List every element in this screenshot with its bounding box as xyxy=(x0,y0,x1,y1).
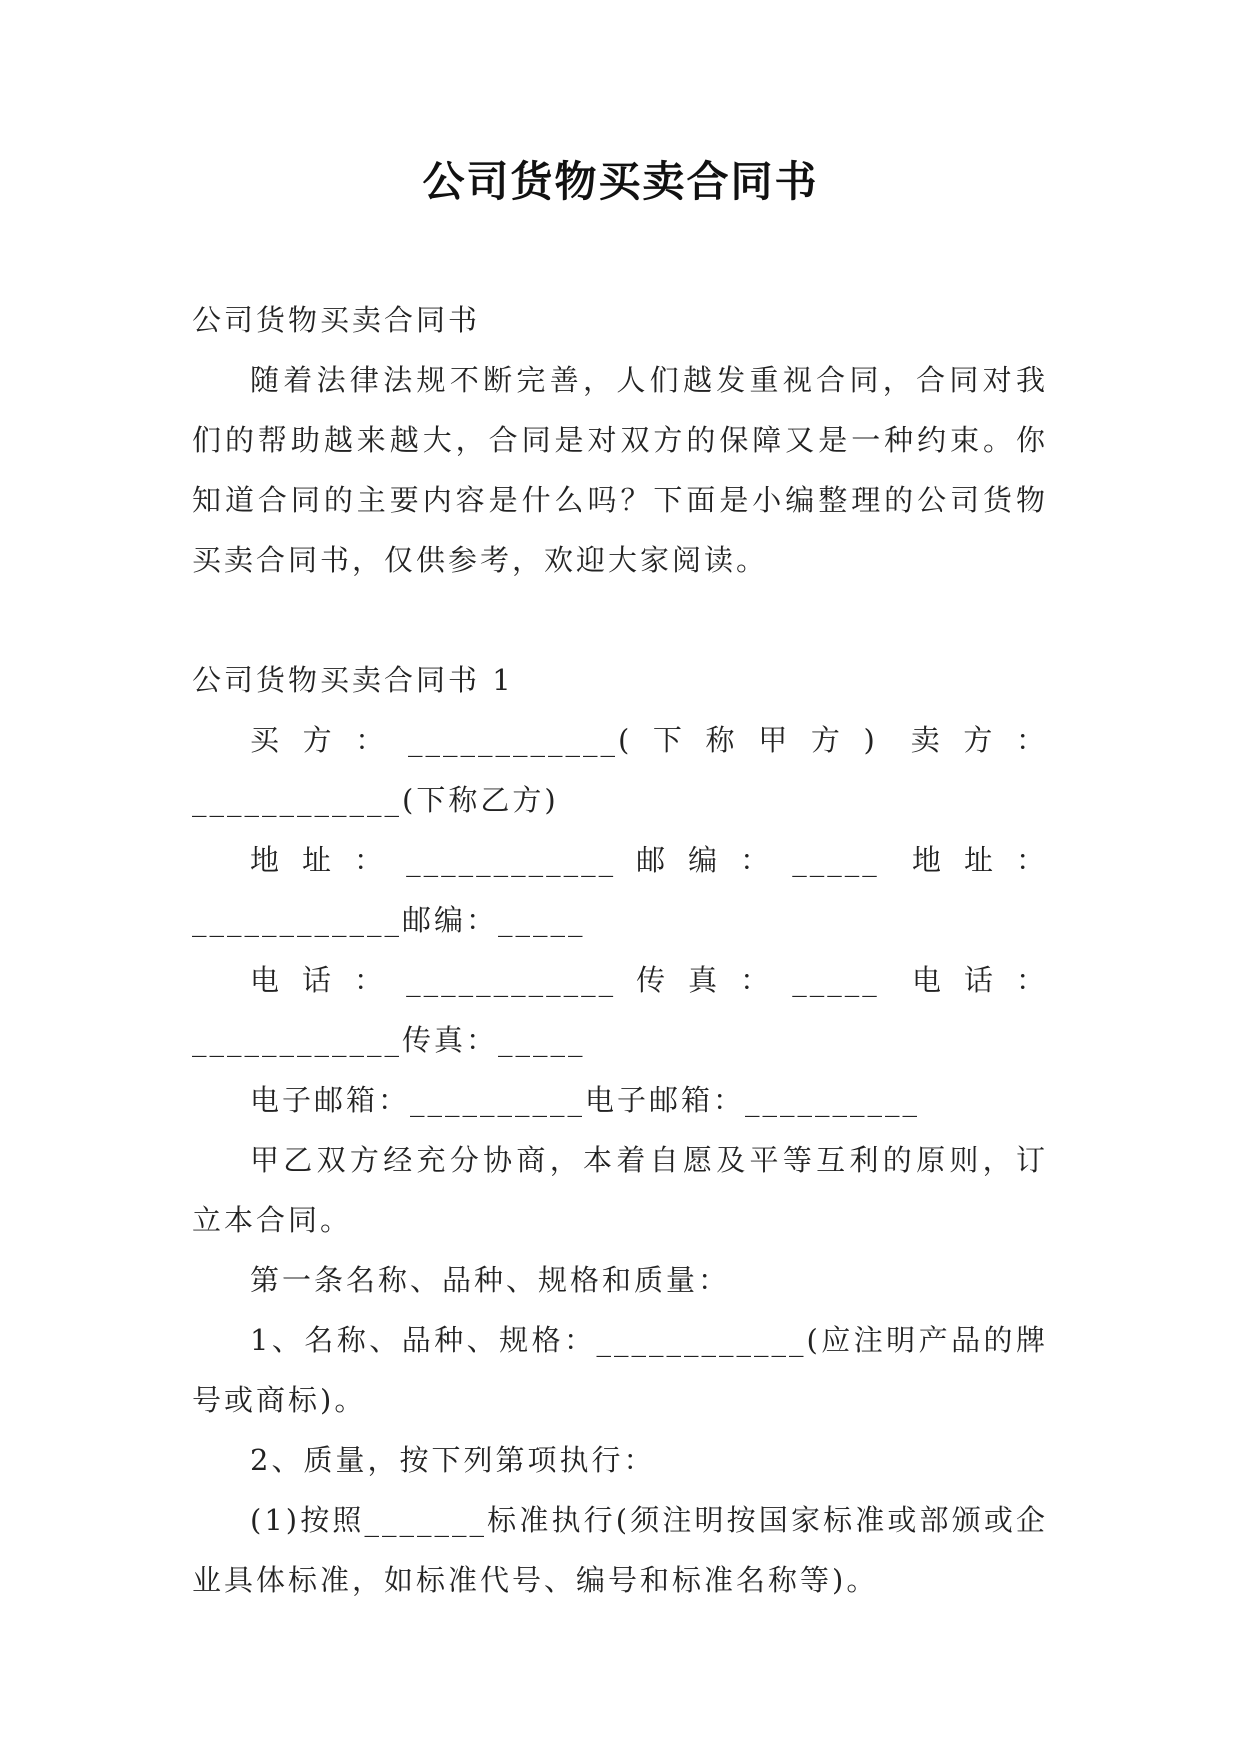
article-1-heading: 第一条名称、品种、规格和质量： xyxy=(250,1263,731,1297)
document-title: 公司货物买卖合同书 xyxy=(422,157,819,206)
item-2-paragraph: 2、质量，按下列第项执行： xyxy=(250,1443,656,1477)
item-2-1-paragraph: (1)按照_______标准执行(须注明按国家标准或部颁或企业具体标准，如标准代号、编号和标准名称等)。 xyxy=(192,1503,1048,1597)
intro-paragraph: 随着法律法规不断完善，人们越发重视合同，合同对我们的帮助越来越大，合同是对双方的保障又是一种约束。你知道合同的主要内容是什么吗？下面是小编整理的公司货物买卖合同书，仅供参考，欢迎大家阅读。 xyxy=(192,363,1048,577)
buyer-seller-line: 买方：____________(下称甲方) 卖方：____________(下称乙方) xyxy=(192,723,1048,817)
agreement-paragraph: 甲乙双方经充分协商，本着自愿及平等互利的原则，订立本合同。 xyxy=(192,1143,1048,1237)
address-postcode-line: 地址：____________邮编：_____ 地址：____________邮编：_____ xyxy=(192,843,1048,937)
intro-heading: 公司货物买卖合同书 xyxy=(192,303,481,337)
document-body xyxy=(192,290,1048,1610)
paragraph-spacer xyxy=(192,590,1048,650)
item-1-paragraph: 1、名称、品种、规格：____________(应注明产品的牌号或商标)。 xyxy=(192,1323,1048,1417)
email-line: 电子邮箱：__________电子邮箱：__________ xyxy=(250,1083,921,1117)
phone-fax-line: 电话：____________传真：_____ 电话：____________传真：_____ xyxy=(192,963,1048,1057)
section-heading: 公司货物买卖合同书 1 xyxy=(192,663,514,697)
